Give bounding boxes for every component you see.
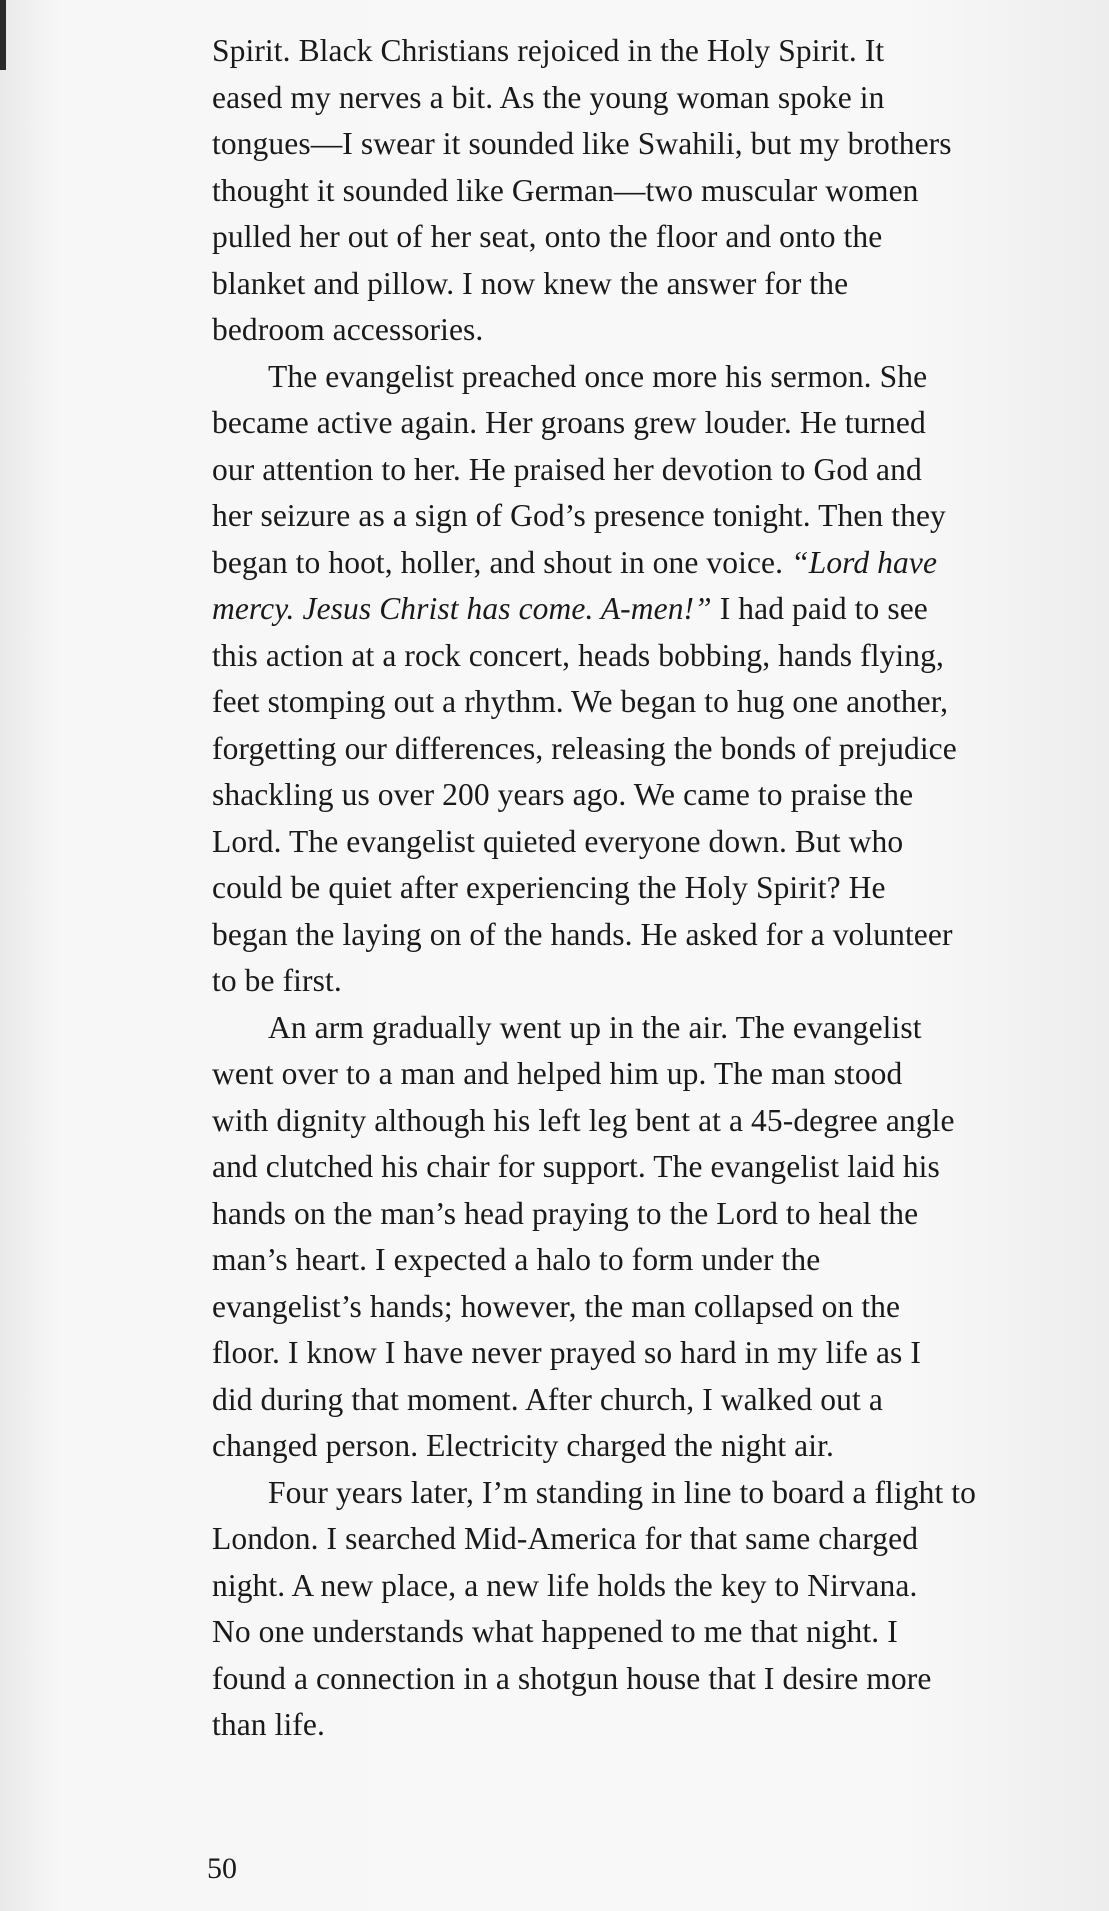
- text-line: did during that moment. After church, I walked out a: [212, 1381, 883, 1417]
- text-line: night. A new place, a new life holds the key to Nirvana.: [212, 1567, 918, 1603]
- text-line: her seizure as a sign of God’s presence tonight. Then they: [212, 498, 946, 533]
- body-text: [212, 28, 1072, 1749]
- page-number: 50: [207, 1852, 237, 1885]
- text-line: evangelist’s hands; however, the man collapsed on the: [212, 1288, 901, 1324]
- text-line: blanket and pillow. I now knew the answer for the: [212, 265, 849, 301]
- text-line: changed person. Electricity charged the night air.: [212, 1428, 834, 1463]
- text-line: tongues—I swear it sounded like Swahili, but my brothers: [212, 126, 952, 161]
- italic-quote: “Lord have: [791, 544, 938, 580]
- italic-quote: mercy. Jesus Christ has come. A-men!”: [212, 591, 712, 626]
- text-line: man’s heart. I expected a halo to form under the: [212, 1242, 821, 1277]
- text-line: went over to a man and helped him up. The man stood: [212, 1056, 903, 1091]
- text-line: could be quiet after experiencing the Holy Spirit? He: [212, 870, 886, 905]
- paragraph-first-line: Four years later, I’m standing in line to board a flight to: [268, 1474, 976, 1510]
- text-line: Spirit. Black Christians rejoiced in the Holy Spirit. It: [212, 33, 885, 68]
- text-line-mixed: [212, 540, 1072, 587]
- text-line: than life.: [212, 1707, 325, 1742]
- text-line: forgetting our differences, releasing the bonds of prejudice: [212, 730, 957, 766]
- text-line: this action at a rock concert, heads bobbing, hands flying,: [212, 637, 944, 673]
- text-line: No one understands what happened to me that night. I: [212, 1614, 898, 1649]
- scan-edge-shadow: [0, 0, 6, 70]
- text-line: found a connection in a shotgun house that I desire more: [212, 1660, 932, 1696]
- text-line: with dignity although his left leg bent at a 45-degree angle: [212, 1102, 955, 1138]
- text-line: became active again. Her groans grew louder. He turned: [212, 405, 926, 440]
- text-line: floor. I know I have never prayed so hard in my life as I: [212, 1335, 921, 1370]
- text-line: to be first.: [212, 963, 342, 998]
- paragraph-first-line: An arm gradually went up in the air. The evangelist: [268, 1009, 922, 1045]
- text-line: our attention to her. He praised her devotion to God and: [212, 451, 922, 487]
- text-segment: began to hoot, holler, and shout in one voice.: [212, 544, 792, 580]
- text-line: Lord. The evangelist quieted everyone down. But who: [212, 823, 904, 859]
- text-line: hands on the man’s head praying to the Lord to heal the: [212, 1195, 919, 1231]
- text-line: feet stomping out a rhythm. We began to hug one another,: [212, 684, 949, 719]
- text-line: pulled her out of her seat, onto the floor and onto the: [212, 219, 883, 254]
- text-line: began the laying on of the hands. He asked for a volunteer: [212, 916, 953, 952]
- text-line: London. I searched Mid-America for that same charged: [212, 1521, 919, 1556]
- text-line: eased my nerves a bit. As the young woman spoke in: [212, 79, 885, 115]
- text-line-mixed: [212, 586, 1072, 633]
- text-line: shackling us over 200 years ago. We came to praise the: [212, 777, 914, 812]
- text-line: thought it sounded like German—two muscular women: [212, 172, 919, 208]
- text-line: bedroom accessories.: [212, 312, 484, 347]
- paragraph-first-line: The evangelist preached once more his sermon. She: [268, 358, 928, 394]
- text-line: and clutched his chair for support. The evangelist laid his: [212, 1149, 940, 1184]
- text-segment: I had paid to see: [711, 591, 928, 626]
